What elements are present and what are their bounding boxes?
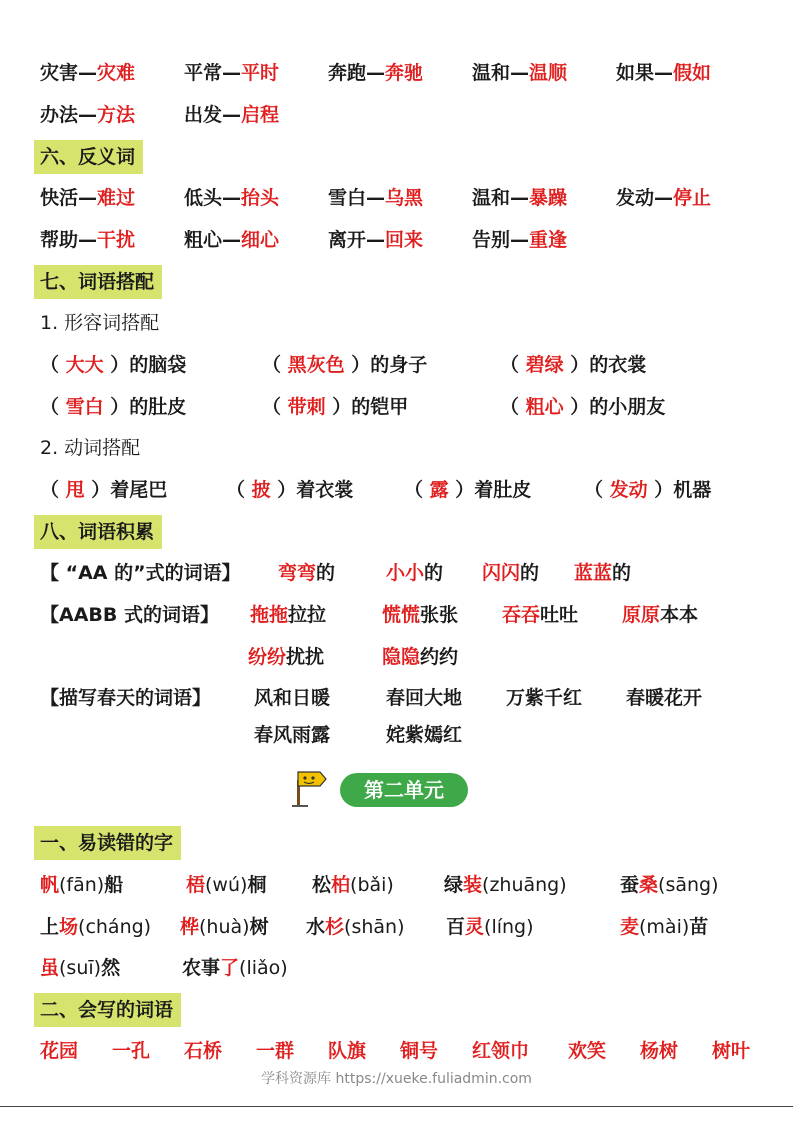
- antonym-answer: 回来: [385, 229, 424, 251]
- section-heading-collocation: 七、词语搭配: [34, 265, 162, 299]
- adjective-noun: 的铠甲: [351, 396, 409, 418]
- synonym-answer: 方法: [97, 104, 136, 126]
- synonym-base: 出发—: [184, 104, 242, 126]
- unit-title-badge: 第二单元: [340, 773, 468, 807]
- antonym-answer: 抬头: [241, 187, 280, 209]
- spring-label: 【描写春天的词语】: [40, 687, 212, 709]
- synonym-base: 奔跑—: [328, 62, 386, 84]
- synonym-answer: 启程: [241, 104, 280, 126]
- verb-object: 着尾巴: [110, 479, 168, 501]
- antonym-base: 温和—: [472, 187, 530, 209]
- footer-watermark: 学科资源库 https://xueke.fuliadmin.com: [261, 1071, 532, 1087]
- adjective-noun: 的衣裳: [589, 354, 647, 376]
- synonym-base: 温和—: [472, 62, 530, 84]
- antonym-base: 离开—: [328, 229, 386, 251]
- verb-answer: 甩: [65, 479, 85, 501]
- antonym-answer: 乌黑: [385, 187, 424, 209]
- section-heading-accumulation: 八、词语积累: [34, 515, 162, 549]
- subheading-adjective: 1. 形容词搭配: [40, 312, 160, 334]
- antonym-answer: 细心: [241, 229, 280, 251]
- synonym-answer: 假如: [673, 62, 712, 84]
- section-heading-antonyms: 六、反义词: [34, 140, 143, 174]
- synonym-answer: 温顺: [529, 62, 568, 84]
- antonym-answer: 停止: [673, 187, 712, 209]
- adjective-answer: 带刺: [287, 396, 326, 418]
- adjective-answer: 碧绿: [525, 354, 564, 376]
- section-heading-misread: 一、易读错的字: [34, 826, 181, 860]
- verb-object: 着衣裳: [296, 479, 354, 501]
- adjective-noun: 的肚皮: [129, 396, 187, 418]
- synonym-base: 办法—: [40, 104, 98, 126]
- synonym-answer: 平时: [241, 62, 280, 84]
- verb-object: 机器: [673, 479, 712, 501]
- antonym-answer: 重逢: [529, 229, 568, 251]
- antonym-base: 快活—: [40, 187, 98, 209]
- synonym-base: 如果—: [616, 62, 674, 84]
- antonym-base: 发动—: [616, 187, 674, 209]
- verb-answer: 发动: [609, 479, 648, 501]
- antonym-base: 低头—: [184, 187, 242, 209]
- subheading-verb: 2. 动词搭配: [40, 437, 141, 459]
- adjective-noun: 的脑袋: [129, 354, 187, 376]
- signpost-icon: [288, 766, 332, 810]
- synonym-answer: 灾难: [97, 62, 136, 84]
- antonym-answer: 难过: [97, 187, 136, 209]
- adjective-answer: 黑灰色: [287, 354, 345, 376]
- synonym-base: 灾害—: [40, 62, 98, 84]
- antonym-answer: 干扰: [97, 229, 136, 251]
- adjective-noun: 的身子: [370, 354, 428, 376]
- adjective-answer: 雪白: [65, 396, 104, 418]
- section-heading-writing: 二、会写的词语: [34, 993, 181, 1027]
- verb-object: 着肚皮: [474, 479, 532, 501]
- antonym-base: 帮助—: [40, 229, 98, 251]
- adjective-noun: 的小朋友: [589, 396, 666, 418]
- verb-answer: 披: [251, 479, 271, 501]
- antonym-base: 雪白—: [328, 187, 386, 209]
- synonym-base: 平常—: [184, 62, 242, 84]
- adjective-answer: 粗心: [525, 396, 564, 418]
- aabb-label: 【AABB 式的词语】: [40, 604, 219, 626]
- verb-answer: 露: [429, 479, 449, 501]
- bottom-divider: [0, 1106, 793, 1107]
- adjective-answer: 大大: [65, 354, 104, 376]
- antonym-answer: 暴躁: [529, 187, 568, 209]
- synonym-answer: 奔驰: [385, 62, 424, 84]
- antonym-base: 粗心—: [184, 229, 242, 251]
- aa-label: 【 “AA 的”式的词语】: [40, 562, 241, 584]
- antonym-base: 告别—: [472, 229, 530, 251]
